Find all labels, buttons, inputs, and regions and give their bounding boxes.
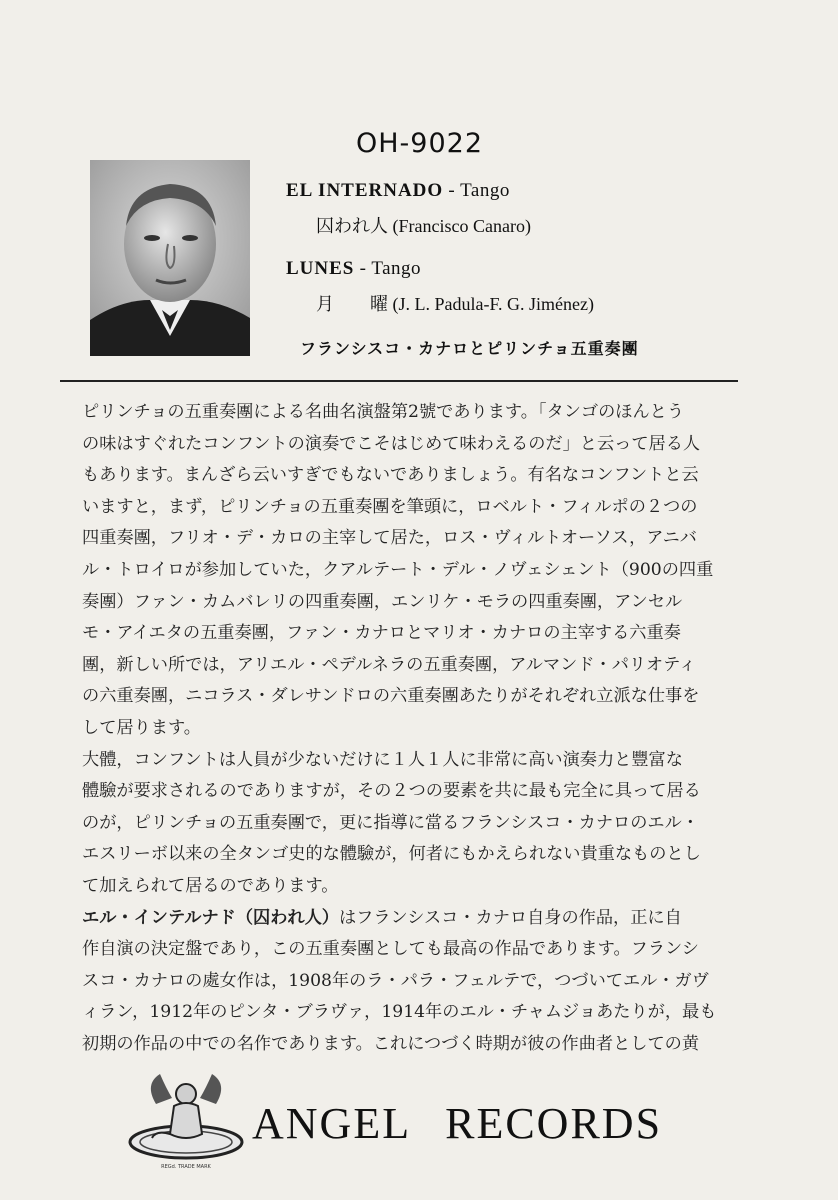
text-line: の六重奏團，ニコラス・ダレサンドロの六重奏團あたりがそれぞれ立派な仕事を bbox=[82, 686, 700, 707]
track-1-composer: (Francisco Canaro) bbox=[392, 216, 531, 236]
text-line: ピリンチョの五重奏團による名曲名演盤第2號であります。「タンゴのほんとう bbox=[82, 402, 685, 422]
text-line: ル・トロイロが参加していた，クアルテート・デル・ノヴェシェント（900の四重 bbox=[82, 559, 714, 580]
brand-word-records: RECORDS bbox=[445, 1099, 663, 1148]
brand-word-angel: ANGEL bbox=[252, 1099, 412, 1148]
text-line: 初期の作品の中での名作であります。これにつづく時期が彼の作曲者としての黄 bbox=[82, 1033, 700, 1054]
track-2-genre: - Tango bbox=[359, 258, 422, 279]
liner-notes bbox=[82, 397, 752, 1060]
text-line: モ・アイエタの五重奏團，ファン・カナロとマリオ・カナロの主宰する六重奏 bbox=[82, 623, 681, 644]
text-line: スコ・カナロの處女作は，1908年のラ・パラ・フェルテで，つづいてエル・ガヴ bbox=[82, 970, 709, 991]
artist-photo bbox=[90, 160, 250, 356]
logo-caption: REGd. TRADE MARK bbox=[161, 1164, 211, 1170]
track-1-genre: - Tango bbox=[448, 180, 510, 201]
track-2-japanese-title: 月 曜 bbox=[316, 294, 388, 314]
catalog-number: OH-9022 bbox=[356, 128, 484, 159]
text-line: のが，ピリンチョの五重奏團で，更に指導に當るフランシスコ・カナロのエル・ bbox=[82, 812, 699, 833]
text-line: の味はすぐれたコンフントの演奏でこそはじめて味わえるのだ」と云って居る人 bbox=[82, 433, 701, 454]
performer-name: フランシスコ・カナロとピリンチョ五重奏團 bbox=[300, 339, 639, 358]
text-line: て加えられて居るのであります。 bbox=[82, 875, 339, 896]
track-1-title-line bbox=[286, 180, 510, 202]
text-line bbox=[82, 903, 752, 935]
text-line: もあります。まんざら云いすぎでもないでありましょう。有名なコンフントと云 bbox=[82, 465, 699, 486]
track-1-subtitle bbox=[316, 212, 531, 238]
track-2-title: LUNES bbox=[286, 258, 355, 279]
text-line: 體驗が要求されるのでありますが，その２つの要素を共に最も完全に具って居る bbox=[82, 781, 701, 802]
text-line: 團，新しい所では，アリエル・ペデルネラの五重奏團，アルマンド・パリオティ bbox=[82, 654, 697, 675]
text-line: 四重奏團，フリオ・デ・カロの主宰して居た，ロス・ヴィルトオーソス，アニバ bbox=[82, 528, 697, 549]
divider bbox=[60, 380, 738, 382]
track-1-japanese-title: 囚われ人 bbox=[316, 216, 388, 236]
paragraph-2 bbox=[82, 745, 752, 903]
track-highlight: エル・インテルナド（囚われ人） bbox=[82, 907, 339, 928]
track-2-title-line bbox=[286, 258, 421, 280]
text-fragment: はフランシスコ・カナロ自身の作品，正に自 bbox=[338, 907, 682, 928]
track-2-composer: (J. L. Padula-F. G. Jiménez) bbox=[392, 294, 595, 314]
text-line: ィラン，1912年のピンタ・ブラヴァ，1914年のエル・チャムジョあたりが，最も bbox=[82, 1002, 717, 1023]
track-1-title: EL INTERNADO bbox=[286, 180, 444, 201]
text-line: エスリーボ以来の全タンゴ史的な體驗が，何者にもかえられない貴重なものとし bbox=[82, 844, 701, 865]
text-line: 大體，コンフントは人員が少ないだけに１人１人に非常に高い演奏力と豐富な bbox=[82, 749, 683, 770]
text-line: 作自演の決定盤であり，この五重奏團としても最高の作品であります。フランシ bbox=[82, 939, 699, 960]
angel-logo bbox=[126, 1064, 246, 1174]
text-line: 奏團）ファン・カムバレリの四重奏團，エンリケ・モラの四重奏團，アンセル bbox=[82, 591, 683, 612]
paragraph-3 bbox=[82, 903, 752, 1061]
text-line: して居ります。 bbox=[82, 717, 201, 738]
track-2-subtitle bbox=[316, 290, 594, 316]
text-line: いますと，まず，ピリンチョの五重奏團を筆頭に，ロベルト・フィルポの２つの bbox=[82, 496, 698, 517]
brand-name bbox=[252, 1098, 662, 1149]
paragraph-1 bbox=[82, 397, 752, 745]
